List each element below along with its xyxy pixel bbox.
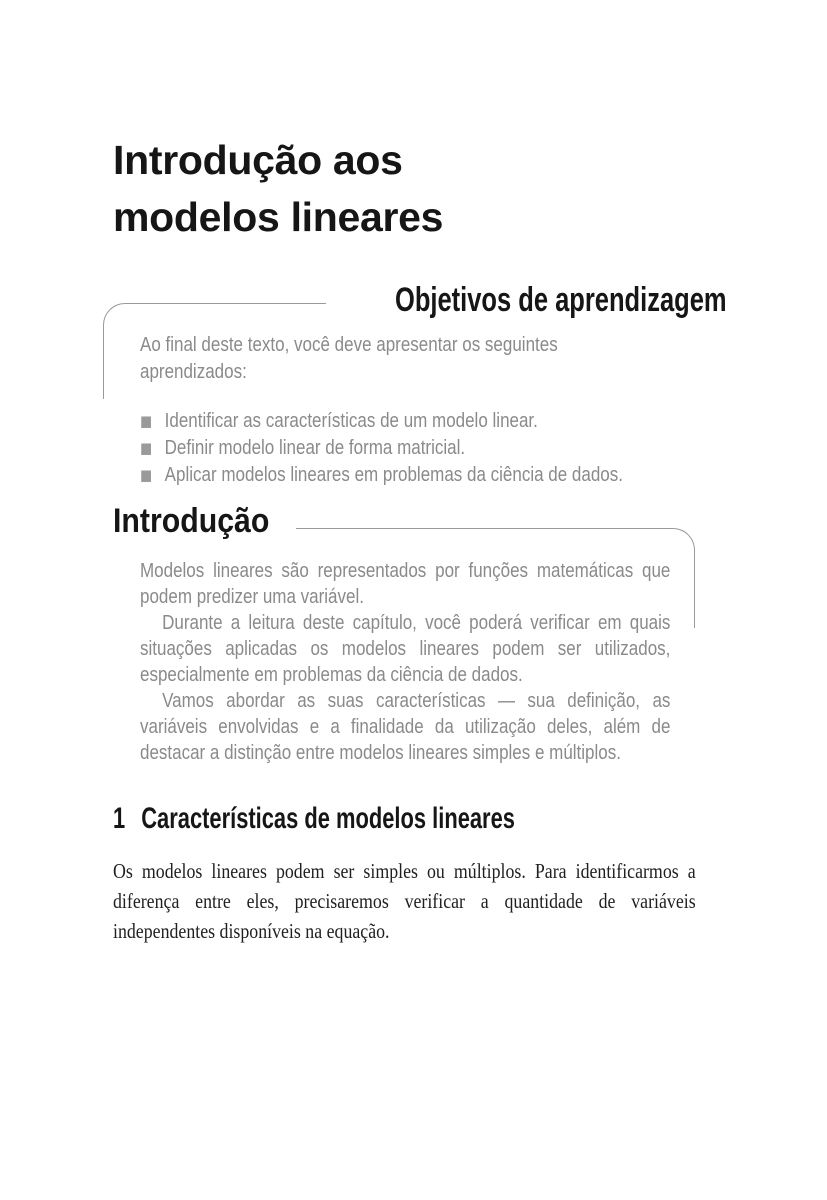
square-bullet-icon: ■ — [140, 412, 153, 430]
section-1-heading — [113, 801, 515, 837]
chapter-title-line2: modelos lineares — [113, 194, 444, 240]
list-item — [140, 435, 642, 462]
section-number: 1 — [113, 802, 126, 835]
list-item-text: Aplicar modelos lineares em problemas da ciência de dados. — [164, 464, 623, 486]
chapter-title-line1: Introdução aos — [113, 137, 403, 183]
list-item — [140, 462, 642, 489]
paragraph: Modelos lineares são representados por funções matemáticas que podem predizer uma variável. — [140, 560, 671, 608]
list-item — [140, 408, 642, 435]
list-item-text: Definir modelo linear de forma matricial. — [164, 437, 466, 459]
objectives-body — [140, 332, 642, 489]
paragraph: Vamos abordar as suas características — sua definição, as variáveis envolvidas e a finalidade da utilização deles, além de destacar a distinção entre modelos lineares simples e múltiplos. — [140, 690, 671, 764]
objectives-intro-text: Ao final deste texto, você deve apresentar os seguintes aprendizados: — [140, 334, 558, 383]
objectives-heading: Objetivos de aprendizagem — [395, 281, 727, 319]
chapter-title — [113, 132, 443, 246]
section-heading-text: Características de modelos lineares — [141, 802, 515, 835]
paragraph: Durante a leitura deste capítulo, você poderá verificar em quais situações aplicadas os modelos lineares podem ser utilizados, especialmente em problemas da ciência de dados. — [140, 612, 671, 686]
introduction-heading: Introdução — [113, 502, 270, 540]
square-bullet-icon: ■ — [140, 439, 153, 457]
section-1-paragraph: Os modelos lineares podem ser simples ou múltiplos. Para identificarmos a diferença entre eles, precisaremos verificar a quantidade de variáveis independentes disponíveis na equação. — [113, 859, 696, 943]
list-item-text: Identificar as características de um modelo linear. — [164, 410, 538, 432]
square-bullet-icon: ■ — [140, 466, 153, 484]
introduction-body — [140, 558, 670, 766]
objectives-list — [140, 408, 642, 489]
